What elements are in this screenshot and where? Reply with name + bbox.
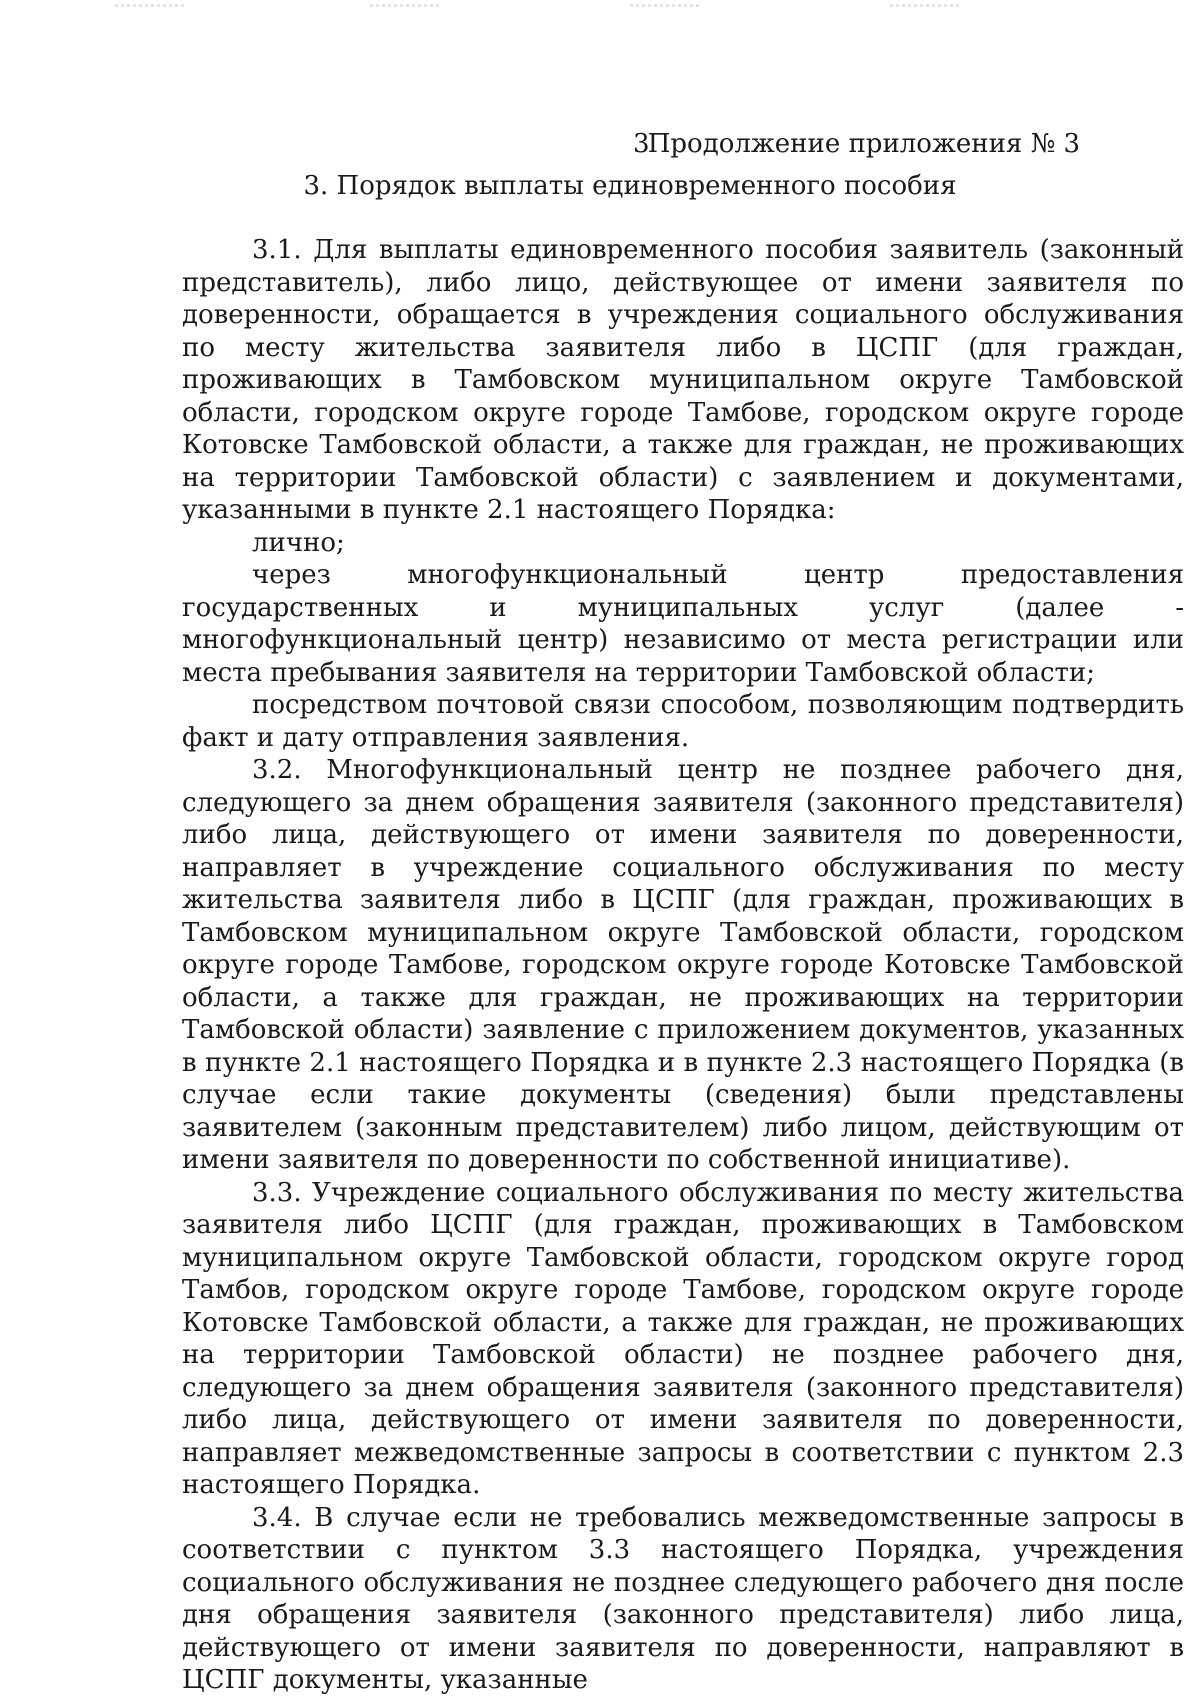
page-number: 3 bbox=[633, 129, 650, 159]
paragraph-method-mfc: через многофункциональный центр предоставления государственных и муниципальных услуг (далее - многофункциональный центр) независимо от места регистрации или места пребывания заявителя на территории Тамбовской области; bbox=[182, 560, 1184, 688]
paragraph-method-in-person: лично; bbox=[252, 527, 345, 558]
paragraph-3-2: 3.2. Многофункциональный центр не позднее рабочего дня, следующего за днем обращения заявителя (законного представителя) либо лица, действующего от имени заявителя по доверенности, направляет в учреждение социального обслуживания по месту жительства заявителя либо в ЦСПГ (для граждан, проживающих в Тамбовском муниципальном округе Тамбовской области, городском округе городе Тамбове, городском округе городе Котовске Тамбовской области, а также для граждан, не проживающих на территории Тамбовской области) заявление с приложением документов, указанных в пункте 2.1 настоящего Порядка и в пункте 2.3 настоящего Порядка (в случае если такие документы (сведения) были представлены заявителем (законным представителем) либо лицом, действующим от имени заявителя по доверенности по собственной инициативе). bbox=[182, 755, 1184, 1175]
scan-mark bbox=[890, 4, 960, 7]
appendix-continuation-label: Продолжение приложения № 3 bbox=[647, 129, 1080, 159]
scan-mark bbox=[370, 4, 440, 7]
scan-mark bbox=[630, 4, 700, 7]
scan-mark bbox=[115, 4, 185, 7]
paragraph-3-3: 3.3. Учреждение социального обслуживания по месту жительства заявителя либо ЦСПГ (для граждан, проживающих в Тамбовском муниципальном округе Тамбовской области, городском округе город Тамбов, городском округе городе Тамбове, городском округе городе Котовске Тамбовской области, а также для граждан, не проживающих на территории Тамбовской области) не позднее рабочего дня, следующего за днем обращения заявителя (законного представителя) либо лица, действующего от имени заявителя по доверенности, направляет межведомственные запросы в соответствии с пунктом 2.3 настоящего Порядка. bbox=[182, 1177, 1184, 1500]
document-body bbox=[182, 234, 1184, 1697]
section-title: 3. Порядок выплаты единовременного пособия bbox=[303, 171, 957, 201]
paragraph-method-post: посредством почтовой связи способом, позволяющим подтвердить факт и дату отправления заявления. bbox=[182, 690, 1184, 753]
scan-artifacts bbox=[0, 4, 1200, 12]
paragraph-3-1: 3.1. Для выплаты единовременного пособия заявитель (законный представитель), либо лицо, действующее от имени заявителя по доверенности, обращается в учреждения социального обслуживания по месту жительства заявителя либо в ЦСПГ (для граждан, проживающих в Тамбовском муниципальном округе Тамбовской области, городском округе городе Тамбове, городском округе городе Котовске Тамбовской области, а также для граждан, не проживающих на территории Тамбовской области) с заявлением и документами, указанными в пункте 2.1 настоящего Порядка: bbox=[182, 235, 1184, 525]
paragraph-3-4: 3.4. В случае если не требовались межведомственные запросы в соответствии с пунктом 3.3 настоящего Порядка, учреждения социального обслуживания не позднее следующего рабочего дня после дня обращения заявителя (законного представителя) либо лица, действующего от имени заявителя по доверенности, направляют в ЦСПГ документы, указанные bbox=[182, 1502, 1184, 1695]
